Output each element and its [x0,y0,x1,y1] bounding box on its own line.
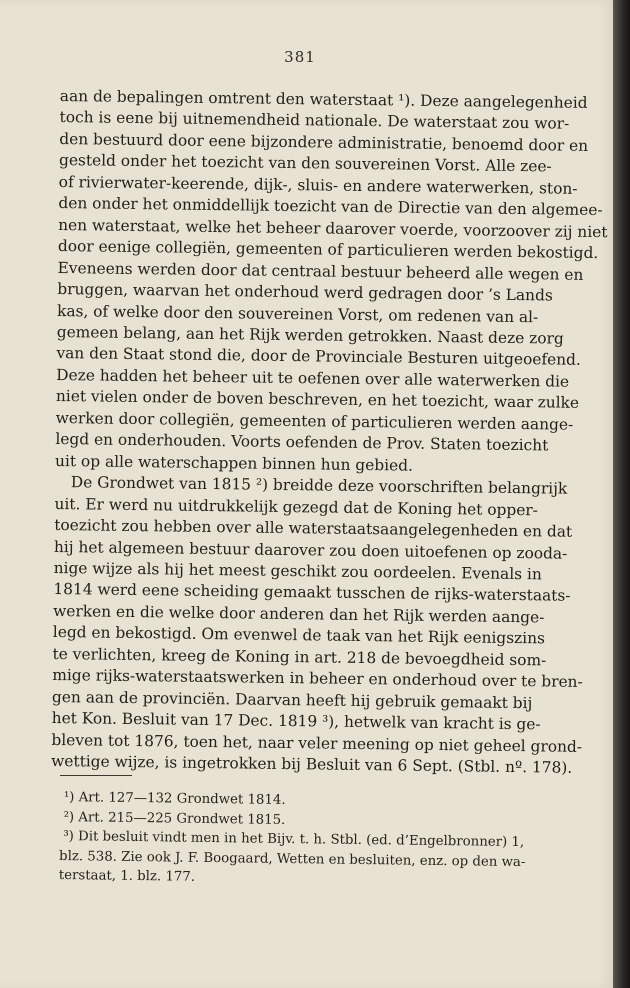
text-line: niet vielen onder de boven beschreven, en het toezicht, waar zulke [55,387,580,413]
text-line: werken door collegiën, gemeenten of particulieren werden aange- [55,408,574,434]
footnote: ¹) Art. 127—132 Grondwet 1814. [63,790,286,808]
text-line: den onder het onmiddellijk toezicht van de Directie van den algemee- [58,194,603,220]
text-line: door eenige collegiën, gemeenten of particulieren werden bekostigd. [57,237,599,263]
footnote-continuation: blz. 538. Zie ook J. F. Boogaard, Wetten en besluiten, enz. op den wa- [59,848,526,870]
footnote: ²) Art. 215—225 Grondwet 1815. [63,809,286,828]
text-line: toch is eene bij uitnemendheid nationale. De waterstaat zou wor- [59,108,570,134]
text-line: wettige wijze, is ingetrokken bij Besluit van 6 Sept. (Stbl. nº. 178). [51,751,573,777]
text-line: te verlichten, kreeg de Koning in art. 218 de bevoegdheid som- [52,644,547,670]
text-line: mige rijks-waterstaatswerken in beheer en onderhoud over te bren- [52,666,583,692]
page-edge [613,0,630,988]
text-line: gesteld onder het toezicht van den souvereinen Vorst. Alle zee- [58,151,552,176]
text-line: legd en bekostigd. Om evenwel de taak van het Rijk eenigszins [52,623,546,648]
text-line: gen aan de provinciën. Daarvan heeft hij gebruik gemaakt bij [51,687,533,712]
text-line: werken en die welke door anderen dan het Rijk werden aange- [53,601,545,627]
text-line: gemeen belang, aan het Rijk werden getrokken. Naast deze zorg [56,322,564,348]
text-line: nen waterstaat, welke het beheer daarover voerde, voorzoover zij niet [58,215,608,241]
text-line: bruggen, waarvan het onderhoud werd gedragen door ’s Lands [57,280,553,305]
text-line: 1814 werd eene scheiding gemaakt tusschen de rijks-waterstaats- [53,580,571,606]
text-line: De Grondwet van 1815 ²) breidde deze voorschriften belangrijk [70,473,568,498]
footnote-divider [60,775,132,776]
text-line: of rivierwater-keerende, dijk-, sluis- en andere waterwerken, ston- [58,172,578,198]
text-line: het Kon. Besluit van 17 Dec. 1819 ³), hetwelk van kracht is ge- [51,709,541,734]
text-line: toezicht zou hebben over alle waterstaatsaangelegenheden en dat [54,516,573,541]
text-line: legd en onderhouden. Voorts oefenden de Prov. Staten toezicht [55,430,549,455]
text-line: uit op alle waterschappen binnen hun gebied. [54,451,414,475]
text-line: kas, of welke door den souvereinen Vorst, om redenen van al- [56,301,539,326]
text-line: den bestuurd door eene bijzondere administratie, benoemd door en [59,129,589,155]
text-line: uit. Er werd nu uitdrukkelijk gezegd dat de Koning het opper- [54,494,539,519]
text-line: van den Staat stond die, door de Provinciale Besturen uitgeoefend. [56,344,581,370]
text-line: Deze hadden het beheer uit te oefenen over alle waterwerken die [56,365,570,391]
page-number: 381 [284,48,316,66]
footnote-continuation: terstaat, 1. blz. 177. [58,868,196,886]
body-text [51,86,608,778]
text-line: Eveneens werden door dat centraal bestuur beheerd alle wegen en [57,258,584,284]
text-line: hij het algemeen bestuur daarover zou doen uitoefenen op zooda- [53,537,568,563]
text-line: bleven tot 1876, toen het, naar veler meening op niet geheel grond- [51,730,583,756]
text-line: nige wijze als hij het meest geschikt zou oordeelen. Evenals in [53,558,542,584]
footnotes [58,788,526,892]
text-line: aan de bepalingen omtrent den waterstaat ¹). Deze aangelegenheid [59,86,588,112]
footnote: ³) Dit besluit vindt men in het Bijv. t. h. Stbl. (ed. d’Engelbronner) 1, [63,829,525,851]
